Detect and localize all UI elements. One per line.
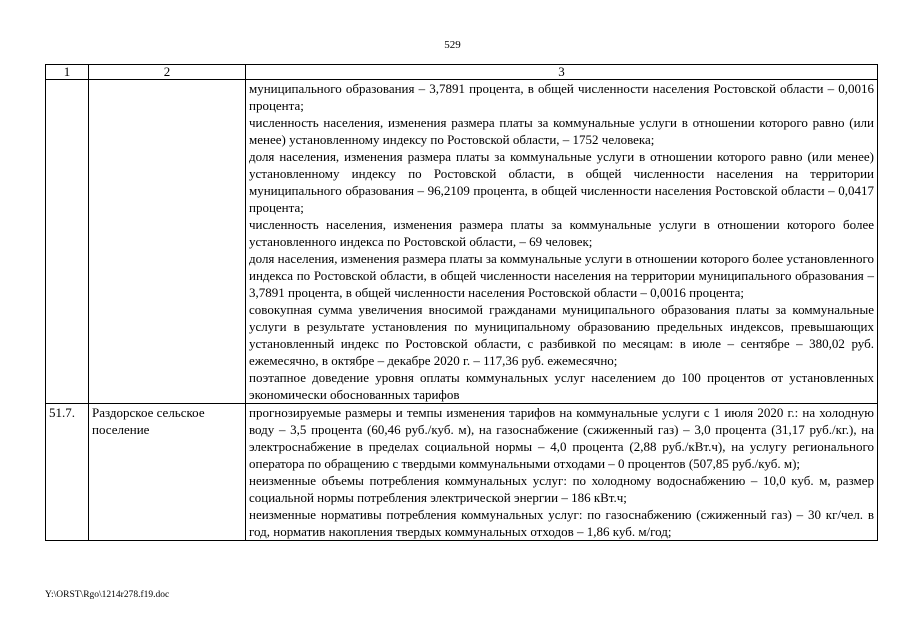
content-paragraph: доля населения, изменения размера платы за коммунальные услуги в отношении которого равно (или менее) установленному индексу по Ростовской области, в общей численности населения на территории муниципального образования – 96,2109 процента, в общей численности населения Ростовской области – 0,0417 процента; [249,149,874,215]
row-number-cell: 51.7. [46,404,89,541]
page-number: 529 [444,39,461,51]
row-name-cell [89,80,246,404]
content-paragraph: доля населения, изменения размера платы за коммунальные услуги в отношении которого более установленного индекса по Ростовской области, в общей численности населения на территории муниципального образования – 3,7891 процента, в общей численности населения Ростовской области – 0,0016 процента; [249,251,874,300]
table-header-row [46,65,878,80]
row-name-cell: Раздорское сельское поселение [89,404,246,541]
column-header-3: 3 [246,65,878,80]
content-paragraph: муниципального образования – 3,7891 процента, в общей численности населения Ростовской области – 0,0016 процента; [249,81,874,113]
row-number-cell [46,80,89,404]
column-header-2: 2 [89,65,246,80]
document-table [45,64,878,541]
content-paragraph: прогнозируемые размеры и темпы изменения тарифов на коммунальные услуги с 1 июля 2020 г.: на холодную воду – 3,5 процента (60,46 руб./куб. м), на газоснабжение (сжиженный газ) – 3,0 процента (31,17 руб./кг.), на электроснабжение в пределах социальной нормы – 4,0 процента (2,88 руб./кВт.ч), на услугу регионального оператора по обращению с твердыми коммунальными отходами – 0 процентов (507,85 руб./куб. м); [249,405,874,471]
table-row [46,80,878,404]
content-paragraph: совокупная сумма увеличения вносимой гражданами муниципального образования платы за коммунальные услуги в результате установления по муниципальному образованию предельных индексов, превышающих установленный индекс по Ростовской области, с разбивкой по месяцам: в июле – сентябре – 380,02 руб. ежемесячно, в октябре – декабре 2020 г. – 117,36 руб. ежемесячно; [249,302,874,368]
table-row [46,404,878,541]
content-paragraph: поэтапное доведение уровня оплаты коммунальных услуг населением до 100 процентов от установленных экономически обоснованных тарифов [249,370,874,402]
content-paragraph: численность населения, изменения размера платы за коммунальные услуги в отношении которого более установленного индекса по Ростовской области, – 69 человек; [249,217,874,249]
row-content-cell [246,80,878,404]
row-content-cell [246,404,878,541]
content-paragraph: неизменные нормативы потребления коммунальных услуг: по газоснабжению (сжиженный газ) – 30 кг/чел. в год, норматив накопления твердых коммунальных отходов – 1,86 куб. м/год; [249,507,874,539]
content-paragraph: численность населения, изменения размера платы за коммунальные услуги в отношении которого равно (или менее) установленному индексу по Ростовской области, – 1752 человека; [249,115,874,147]
column-header-1: 1 [46,65,89,80]
content-paragraph: неизменные объемы потребления коммунальных услуг: по холодному водоснабжению – 10,0 куб. м, размер социальной нормы потребления электрической энергии – 186 кВт.ч; [249,473,874,505]
footer-file-path: Y:\ORST\Rgo\1214r278.f19.doc [45,590,170,600]
